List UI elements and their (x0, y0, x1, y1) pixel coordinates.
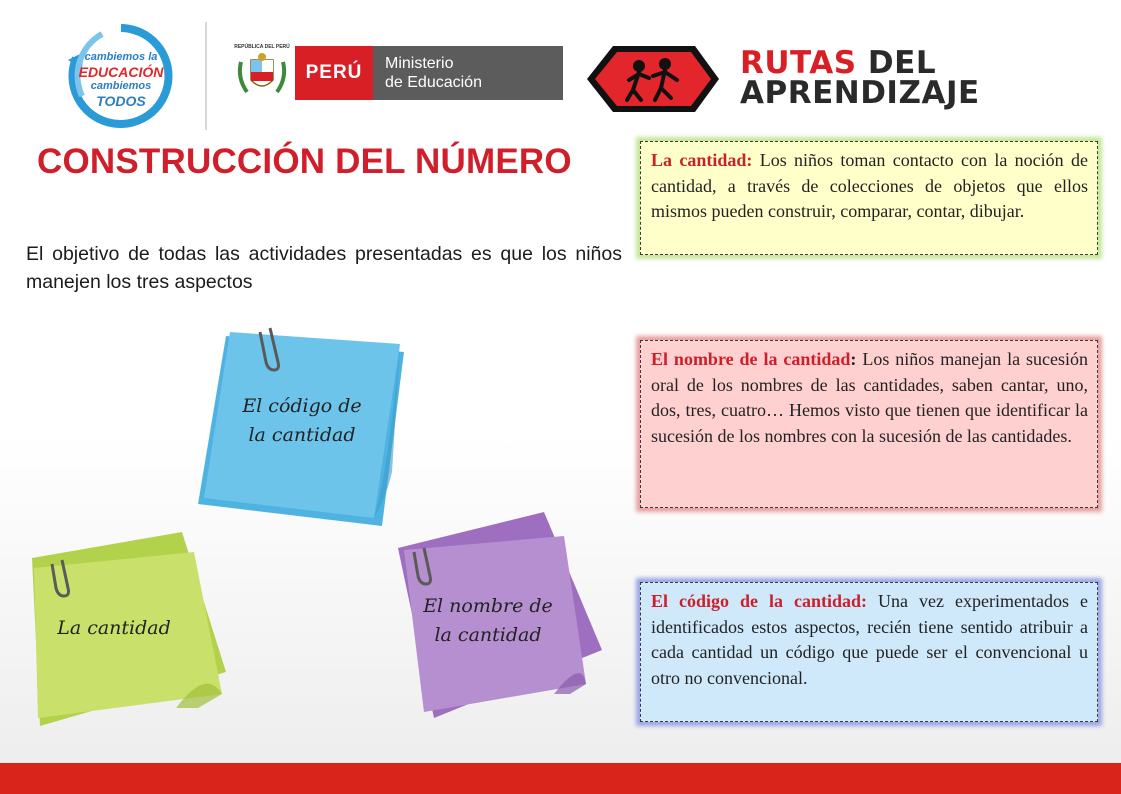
box2-body: Los niños manejan la sucesión oral de los nombres de las cantidades, saben cantar, uno, dos, tres, cuatro… Hemos visto que tienen que identificar la sucesión de los nombres con la sucesión de las cantidades. (651, 349, 1088, 446)
rutas-line2: APRENDIZAJE (740, 75, 980, 111)
note-nombre-line1: El nombre de (423, 595, 553, 617)
ministry-box (373, 46, 563, 100)
page-title: CONSTRUCCIÓN DEL NÚMERO (37, 142, 572, 181)
box-la-cantidad (640, 141, 1098, 255)
cambiemos-line2: EDUCACIÓN (78, 64, 164, 80)
escudo-icon (233, 44, 291, 102)
minedu-logo (233, 44, 563, 102)
note-codigo-line1: El código de (242, 395, 362, 417)
intro-text: El objetivo de todas las actividades presentadas es que los niños manejen los tres aspectos (26, 243, 622, 293)
box3-body: Una vez experimentados e identificados estos aspectos, recién tiene sentido atribuir a cada cantidad un código que puede ser el convencional u otro no convencional. (651, 591, 1088, 688)
rutas-word1: RUTAS (740, 45, 857, 81)
box1-body: Los niños toman contacto con la noción de cantidad, a través de colecciones de objetos que ellos mismos pueden construir, comparar, contar, dibujar. (651, 150, 1088, 221)
box1-heading: La cantidad: (651, 150, 753, 170)
sticky-note-codigo (186, 322, 412, 528)
rutas-word2: DEL (867, 45, 937, 81)
note-cantidad-line1: La cantidad (57, 617, 171, 639)
box2-separator: : (850, 349, 857, 369)
rutas-logo-text (740, 45, 980, 111)
note-codigo-line2: la cantidad (248, 424, 356, 446)
peru-box: PERÚ (295, 46, 373, 100)
cambiemos-line1: cambiemos la (84, 51, 158, 63)
note-nombre-line2: la cantidad (434, 624, 542, 646)
rutas-diamond-icon (583, 42, 723, 116)
box-codigo-cantidad (640, 582, 1098, 722)
box-nombre-cantidad (640, 340, 1098, 508)
sticky-note-nombre (394, 508, 606, 722)
ministry-line2: de Educación (385, 74, 482, 91)
escudo-caption: REPÚBLICA DEL PERÚ (234, 44, 290, 50)
sticky-note-cantidad (26, 528, 230, 732)
cambiemos-line3: cambiemos (90, 80, 152, 92)
ministry-line1: Ministerio (385, 55, 454, 72)
bottom-bar (0, 763, 1121, 794)
cambiemos-logo (62, 22, 180, 130)
box2-heading: El nombre de la cantidad (651, 349, 851, 369)
box3-heading: El código de la cantidad: (651, 591, 868, 611)
cambiemos-line4: TODOS (96, 93, 146, 109)
logo-divider (205, 22, 207, 130)
